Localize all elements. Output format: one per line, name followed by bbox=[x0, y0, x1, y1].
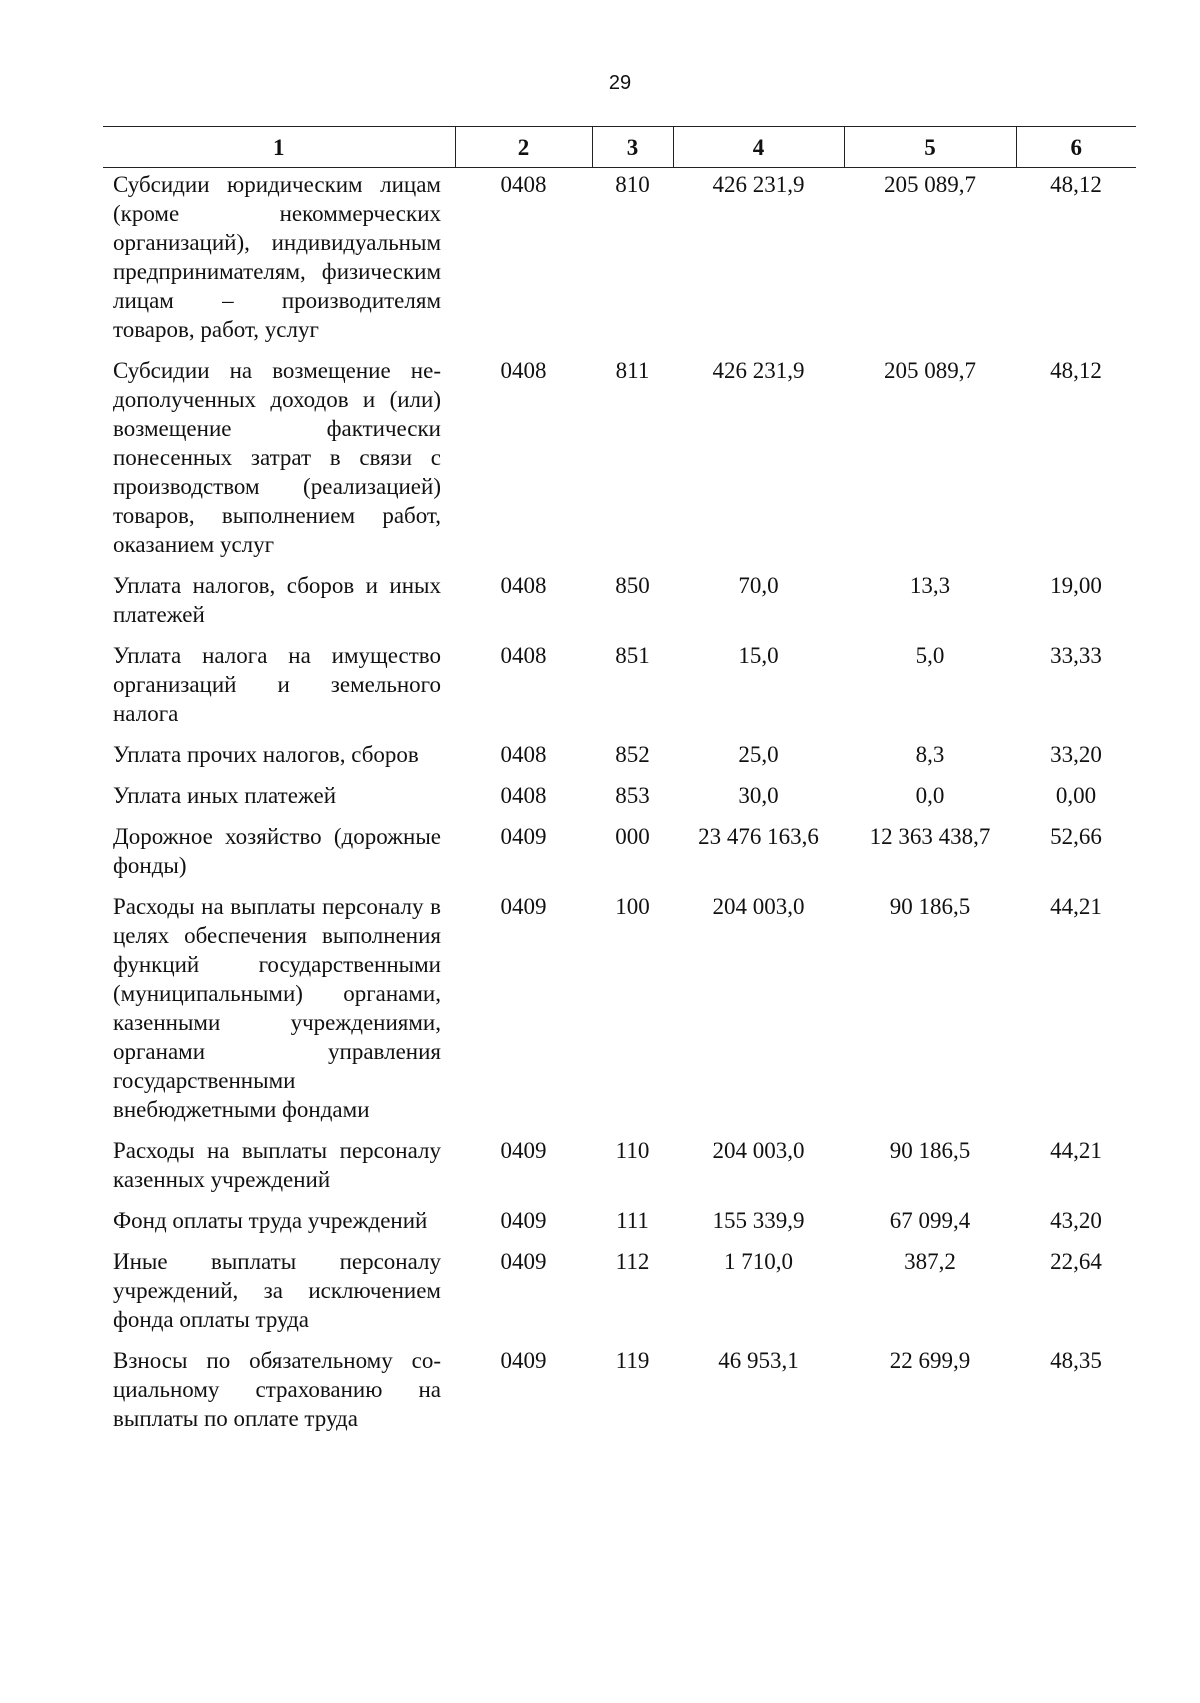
col-header-6: 6 bbox=[1016, 127, 1136, 168]
row-description: Иные выплаты персоналу учреждений, за исключением фонда оплаты труда bbox=[113, 1249, 441, 1332]
table-row bbox=[103, 168, 1136, 357]
row-actual-value: 5,0 bbox=[915, 643, 945, 668]
row-plan-value: 204 003,0 bbox=[712, 894, 805, 919]
col-header-4: 4 bbox=[673, 127, 844, 168]
table-row bbox=[103, 1206, 1136, 1247]
row-actual-value: 205 089,7 bbox=[884, 358, 976, 383]
row-actual-value: 13,3 bbox=[909, 573, 951, 598]
row-expense-type: 851 bbox=[615, 643, 650, 668]
row-percent: 44,21 bbox=[1050, 894, 1102, 919]
row-section-code: 0409 bbox=[500, 1138, 547, 1163]
row-percent: 44,21 bbox=[1050, 1138, 1102, 1163]
row-actual-value: 90 186,5 bbox=[889, 1138, 971, 1163]
row-percent: 52,66 bbox=[1050, 824, 1102, 849]
row-plan-value: 25,0 bbox=[738, 742, 779, 767]
row-actual-value: 387,2 bbox=[904, 1249, 956, 1274]
row-expense-type: 000 bbox=[615, 824, 650, 849]
row-expense-type: 112 bbox=[615, 1249, 650, 1274]
row-plan-value: 30,0 bbox=[738, 783, 779, 808]
row-actual-value: 0,0 bbox=[915, 783, 945, 808]
row-description: Расходы на выплаты персоналу казенных учреждений bbox=[113, 1138, 441, 1192]
row-section-code: 0408 bbox=[500, 783, 547, 808]
header-row bbox=[103, 127, 1136, 168]
col-header-5: 5 bbox=[844, 127, 1016, 168]
row-actual-value: 22 699,9 bbox=[889, 1348, 971, 1373]
row-percent: 43,20 bbox=[1050, 1208, 1102, 1233]
row-section-code: 0408 bbox=[500, 643, 547, 668]
row-plan-value: 204 003,0 bbox=[712, 1138, 805, 1163]
row-description: Субсидии на возмещение недополученных доходов и (или) возмещение фактически понесенных затрат в связи с производством (реализацией) товаров, выполнением работ, оказанием услуг bbox=[113, 358, 441, 557]
col-header-2: 2 bbox=[455, 127, 592, 168]
row-section-code: 0408 bbox=[500, 172, 547, 197]
row-section-code: 0409 bbox=[500, 1249, 547, 1274]
row-percent: 48,12 bbox=[1050, 172, 1102, 197]
row-percent: 48,35 bbox=[1050, 1348, 1102, 1373]
row-section-code: 0408 bbox=[500, 358, 547, 383]
row-plan-value: 426 231,9 bbox=[712, 358, 805, 383]
row-percent: 33,20 bbox=[1050, 742, 1102, 767]
row-description: Фонд оплаты труда учреждений bbox=[113, 1208, 428, 1233]
row-expense-type: 810 bbox=[615, 172, 650, 197]
row-section-code: 0409 bbox=[500, 824, 547, 849]
row-description: Дорожное хозяйство (дорожные фонды) bbox=[113, 824, 441, 878]
row-section-code: 0409 bbox=[500, 1208, 547, 1233]
col-header-1: 1 bbox=[103, 127, 455, 168]
col-header-3: 3 bbox=[592, 127, 673, 168]
row-percent: 19,00 bbox=[1050, 573, 1102, 598]
row-expense-type: 100 bbox=[615, 894, 650, 919]
row-description: Уплата иных платежей bbox=[113, 783, 337, 808]
table-row bbox=[103, 571, 1136, 641]
row-description: Взносы по обязательному социальному страхованию на выплаты по оплате труда bbox=[113, 1348, 441, 1431]
table-row bbox=[103, 822, 1136, 892]
table-row bbox=[103, 1247, 1136, 1346]
row-plan-value: 15,0 bbox=[738, 643, 779, 668]
row-actual-value: 12 363 438,7 bbox=[869, 824, 991, 849]
row-section-code: 0408 bbox=[500, 742, 547, 767]
row-percent: 0,00 bbox=[1055, 783, 1097, 808]
row-plan-value: 1 710,0 bbox=[724, 1249, 793, 1274]
row-plan-value: 70,0 bbox=[738, 573, 779, 598]
row-plan-value: 46 953,1 bbox=[718, 1348, 799, 1373]
row-expense-type: 111 bbox=[616, 1208, 649, 1233]
row-description: Субсидии юридическим лицам (кроме некоммерческих организаций), индивидуальным предпринимателям, физическим лицам – производителям товаров, работ, услуг bbox=[113, 172, 441, 342]
row-expense-type: 850 bbox=[615, 573, 650, 598]
row-expense-type: 853 bbox=[615, 783, 650, 808]
row-percent: 33,33 bbox=[1050, 643, 1102, 668]
table-row bbox=[103, 641, 1136, 740]
row-plan-value: 426 231,9 bbox=[712, 172, 805, 197]
budget-table bbox=[103, 126, 1136, 1445]
table-row bbox=[103, 1136, 1136, 1206]
row-percent: 22,64 bbox=[1050, 1249, 1102, 1274]
row-description: Уплата налога на имущество организаций и земельного налога bbox=[113, 643, 441, 726]
page-number: 29 bbox=[608, 72, 632, 94]
row-expense-type: 852 bbox=[615, 742, 650, 767]
row-actual-value: 67 099,4 bbox=[889, 1208, 971, 1233]
row-plan-value: 23 476 163,6 bbox=[698, 824, 819, 849]
table-row bbox=[103, 740, 1136, 781]
table-row bbox=[103, 892, 1136, 1136]
row-description: Уплата налогов, сборов и иных платежей bbox=[113, 573, 441, 627]
table-row bbox=[103, 356, 1136, 571]
row-section-code: 0408 bbox=[500, 573, 547, 598]
row-section-code: 0409 bbox=[500, 894, 547, 919]
row-description: Уплата прочих налогов, сборов bbox=[113, 742, 419, 767]
table-row bbox=[103, 1346, 1136, 1445]
row-actual-value: 90 186,5 bbox=[889, 894, 971, 919]
row-expense-type: 110 bbox=[615, 1138, 650, 1163]
row-section-code: 0409 bbox=[500, 1348, 547, 1373]
row-actual-value: 8,3 bbox=[915, 742, 945, 767]
table-row bbox=[103, 781, 1136, 822]
row-expense-type: 811 bbox=[615, 358, 650, 383]
row-expense-type: 119 bbox=[615, 1348, 650, 1373]
row-description: Расходы на выплаты персоналу в целях обеспечения выполнения функций государственными (муниципальными) органами, казенными учреждениями, органами управления государственными внебюджетными фондами bbox=[113, 894, 441, 1122]
row-percent: 48,12 bbox=[1050, 358, 1102, 383]
row-plan-value: 155 339,9 bbox=[712, 1208, 805, 1233]
row-actual-value: 205 089,7 bbox=[884, 172, 976, 197]
